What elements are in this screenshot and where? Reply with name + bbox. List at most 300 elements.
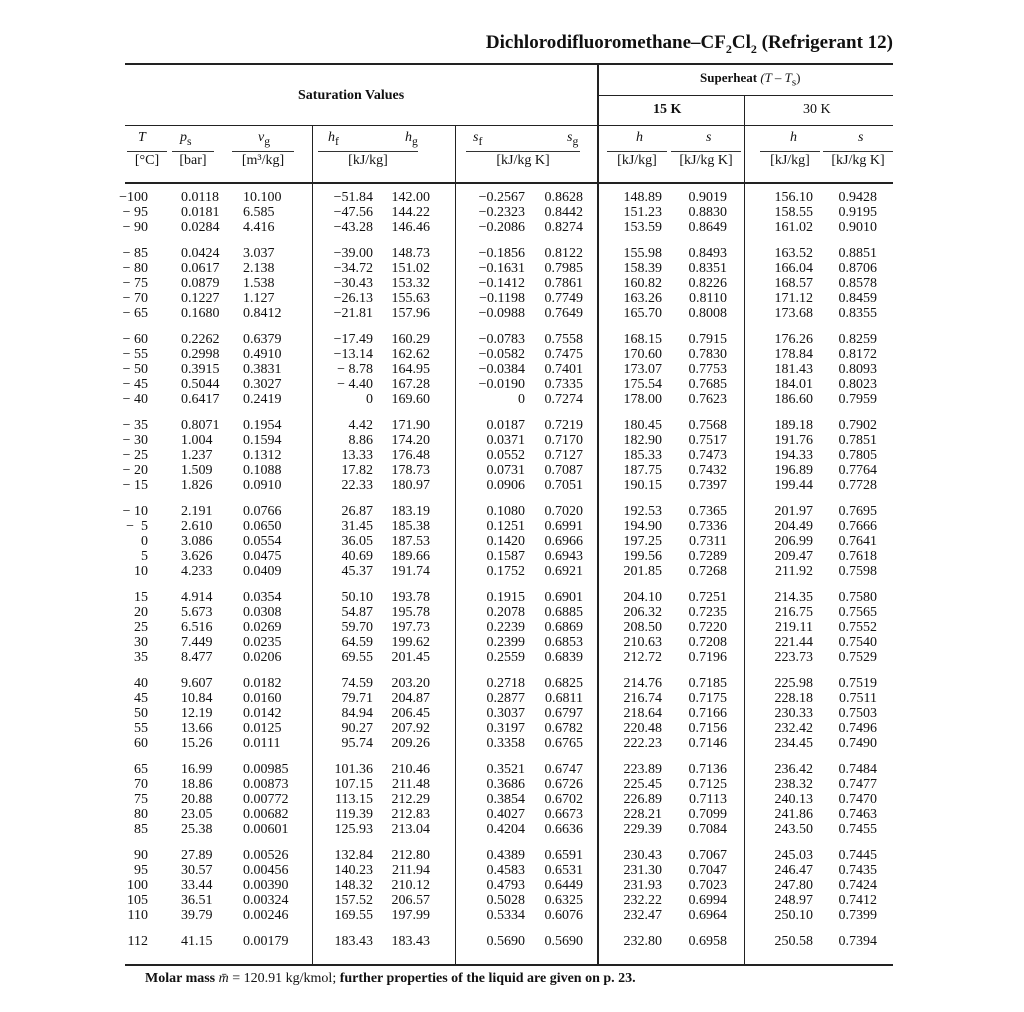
table-row: [0, 534, 1024, 549]
cell-s-15k: 0.8649: [688, 220, 727, 235]
cell-h-15k: 208.50: [623, 620, 662, 635]
cell-hf: − 4.40: [337, 377, 373, 392]
cell-hf: −34.72: [333, 261, 373, 276]
cell-pressure: 18.86: [181, 777, 213, 792]
cell-temperature: 55: [134, 721, 148, 736]
cell-sf: −0.0988: [478, 306, 525, 321]
table-row: [0, 848, 1024, 863]
cell-s-15k: 0.7235: [688, 605, 727, 620]
cell-h-15k: 214.76: [623, 676, 662, 691]
cell-sf: 0.0731: [486, 463, 525, 478]
col-label: h: [636, 130, 643, 145]
cell-h-30k: 225.98: [774, 676, 813, 691]
cell-s-30k: 0.8093: [838, 362, 877, 377]
col-sub: g: [264, 134, 271, 148]
cell-s-30k: 0.9195: [838, 205, 877, 220]
title-text: (Refrigerant 12): [756, 32, 893, 53]
cell-h-15k: 187.75: [623, 463, 662, 478]
cell-sf: 0.5334: [486, 908, 525, 923]
table-row: [0, 893, 1024, 908]
cell-sg: 0.6811: [545, 691, 583, 706]
cell-pressure: 0.0284: [181, 220, 220, 235]
saturation-values-heading: Saturation Values: [298, 88, 405, 103]
cell-h-30k: 209.47: [774, 549, 813, 564]
cell-pressure: 33.44: [181, 878, 213, 893]
cell-h-15k: 220.48: [623, 721, 662, 736]
cell-hf: −26.13: [333, 291, 373, 306]
cell-h-15k: 165.70: [623, 306, 662, 321]
cell-temperature: 85: [134, 822, 148, 837]
cell-pressure: 2.191: [181, 504, 213, 519]
cell-vg: 0.0235: [243, 635, 282, 650]
cell-vg: 0.00526: [243, 848, 289, 863]
cell-sg: 0.6943: [544, 549, 583, 564]
cell-pressure: 7.449: [181, 635, 213, 650]
cell-pressure: 9.607: [181, 676, 213, 691]
cell-sg: 0.6991: [544, 519, 583, 534]
cell-temperature: 10: [134, 564, 148, 579]
title-text: Dichlorodifluoromethane–CF: [485, 32, 726, 53]
cell-temperature: 112: [127, 934, 148, 949]
cell-sg: 0.6325: [544, 893, 583, 908]
cell-hg: 204.87: [391, 691, 430, 706]
cell-hf: 69.55: [341, 650, 373, 665]
table-row: [0, 291, 1024, 306]
cell-vg: 0.0650: [243, 519, 282, 534]
col-label: p: [180, 130, 187, 145]
col-label: T: [138, 130, 146, 145]
col-sub: f: [335, 134, 339, 148]
cell-s-30k: 0.8023: [838, 377, 877, 392]
col-sg: [567, 130, 578, 148]
cell-pressure: 1.004: [181, 433, 213, 448]
cell-temperature: − 55: [122, 347, 148, 362]
cell-s-30k: 0.8259: [838, 332, 877, 347]
cell-sg: 0.6747: [544, 762, 583, 777]
cell-sg: 0.6702: [544, 792, 583, 807]
cell-sf: 0.3686: [486, 777, 525, 792]
cell-sg: 0.6825: [544, 676, 583, 691]
col-sub: s: [187, 134, 192, 148]
cell-hg: 164.95: [391, 362, 430, 377]
cell-h-30k: 245.03: [774, 848, 813, 863]
cell-vg: 0.6379: [243, 332, 282, 347]
cell-vg: 1.538: [243, 276, 275, 291]
cell-sg: 0.7274: [544, 392, 583, 407]
cell-vg: 6.585: [243, 205, 275, 220]
cell-hf: −39.00: [333, 246, 373, 261]
col-vg: [258, 130, 270, 148]
cell-hf: 40.69: [341, 549, 373, 564]
cell-pressure: 41.15: [181, 934, 213, 949]
cell-h-30k: 236.42: [774, 762, 813, 777]
cell-pressure: 0.2998: [181, 347, 220, 362]
cell-s-15k: 0.7166: [688, 706, 727, 721]
cell-hg: 189.66: [391, 549, 430, 564]
cell-s-15k: 0.7185: [688, 676, 727, 691]
cell-s-15k: 0.8226: [688, 276, 727, 291]
cell-hf: 64.59: [341, 635, 373, 650]
cell-hf: 169.55: [334, 908, 373, 923]
cell-h-30k: 158.55: [774, 205, 813, 220]
cell-vg: 0.0125: [243, 721, 282, 736]
table-row: [0, 762, 1024, 777]
cell-h-15k: 180.45: [623, 418, 662, 433]
cell-sf: −0.0582: [478, 347, 525, 362]
cell-hf: −13.14: [333, 347, 373, 362]
unit-s15: [kJ/kg K]: [671, 151, 741, 169]
cell-temperature: − 50: [122, 362, 148, 377]
cell-vg: 3.037: [243, 246, 275, 261]
cell-s-15k: 0.7915: [688, 332, 727, 347]
cell-s-30k: 0.7519: [838, 676, 877, 691]
cell-h-30k: 241.86: [774, 807, 813, 822]
superheat-15k: 15 K: [653, 102, 682, 117]
col-label: s: [473, 130, 479, 145]
cell-sf: 0.2877: [486, 691, 525, 706]
cell-sg: 0.6449: [544, 878, 583, 893]
cell-s-15k: 0.7099: [688, 807, 727, 822]
cell-h-15k: 153.59: [623, 220, 662, 235]
col-h30: [790, 130, 797, 146]
cell-sg: 0.6921: [544, 564, 583, 579]
cell-h-30k: 168.57: [774, 276, 813, 291]
cell-temperature: 0: [141, 534, 148, 549]
cell-pressure: 0.1680: [181, 306, 220, 321]
cell-hg: 148.73: [391, 246, 430, 261]
cell-s-30k: 0.7764: [838, 463, 877, 478]
cell-hf: 90.27: [341, 721, 373, 736]
cell-h-30k: 199.44: [774, 478, 813, 493]
cell-s-30k: 0.7641: [838, 534, 877, 549]
cell-s-30k: 0.9010: [838, 220, 877, 235]
cell-pressure: 16.99: [181, 762, 213, 777]
cell-s-30k: 0.7959: [838, 392, 877, 407]
cell-sg: 0.7020: [544, 504, 583, 519]
footnote-symbol: m̄: [218, 971, 229, 986]
cell-h-15k: 185.33: [623, 448, 662, 463]
cell-vg: 0.1954: [243, 418, 282, 433]
cell-hf: −51.84: [333, 190, 373, 205]
cell-temperature: − 20: [122, 463, 148, 478]
cell-temperature: − 85: [122, 246, 148, 261]
cell-s-15k: 0.7289: [688, 549, 727, 564]
cell-sf: 0.2718: [486, 676, 525, 691]
cell-s-15k: 0.7136: [688, 762, 727, 777]
cell-sf: 0.2078: [486, 605, 525, 620]
cell-vg: 0.0308: [243, 605, 282, 620]
cell-temperature: 65: [134, 762, 148, 777]
cell-s-15k: 0.7251: [688, 590, 727, 605]
cell-sf: 0.5028: [486, 893, 525, 908]
cell-hf: 74.59: [341, 676, 373, 691]
cell-pressure: 6.516: [181, 620, 213, 635]
cell-s-30k: 0.7695: [838, 504, 877, 519]
cell-hg: 185.38: [391, 519, 430, 534]
cell-h-30k: 173.68: [774, 306, 813, 321]
cell-h-15k: 222.23: [623, 736, 662, 751]
cell-pressure: 27.89: [181, 848, 213, 863]
table-row: [0, 878, 1024, 893]
table-row: [0, 190, 1024, 205]
cell-pressure: 0.0181: [181, 205, 220, 220]
cell-pressure: 39.79: [181, 908, 213, 923]
table-row: [0, 504, 1024, 519]
col-s30: [858, 130, 863, 146]
cell-s-30k: 0.7598: [838, 564, 877, 579]
cell-hf: 59.70: [341, 620, 373, 635]
cell-h-15k: 212.72: [623, 650, 662, 665]
cell-h-30k: 240.13: [774, 792, 813, 807]
header-rule: [125, 125, 893, 126]
cell-vg: 0.0910: [243, 478, 282, 493]
cell-s-15k: 0.8110: [689, 291, 727, 306]
table-row: [0, 362, 1024, 377]
cell-pressure: 8.477: [181, 650, 213, 665]
cell-hg: 197.73: [391, 620, 430, 635]
cell-hg: 157.96: [391, 306, 430, 321]
cell-vg: 0.0475: [243, 549, 282, 564]
cell-hf: 79.71: [341, 691, 373, 706]
cell-h-15k: 232.22: [623, 893, 662, 908]
table-row: [0, 347, 1024, 362]
cell-hf: 50.10: [341, 590, 373, 605]
cell-sg: 0.6636: [544, 822, 583, 837]
cell-sg: 0.6782: [544, 721, 583, 736]
cell-s-15k: 0.7753: [688, 362, 727, 377]
cell-sg: 0.7861: [544, 276, 583, 291]
cell-temperature: 5: [141, 549, 148, 564]
cell-pressure: 30.57: [181, 863, 213, 878]
cell-h-15k: 151.23: [623, 205, 662, 220]
cell-vg: 0.4910: [243, 347, 282, 362]
cell-hg: 212.83: [391, 807, 430, 822]
cell-hf: 22.33: [341, 478, 373, 493]
cell-vg: 0.1312: [243, 448, 282, 463]
cell-sf: 0.4583: [486, 863, 525, 878]
cell-temperature: − 65: [122, 306, 148, 321]
cell-hf: 31.45: [341, 519, 373, 534]
table-row: [0, 691, 1024, 706]
cell-vg: 0.0111: [243, 736, 281, 751]
cell-vg: 0.00390: [243, 878, 289, 893]
cell-s-30k: 0.7805: [838, 448, 877, 463]
cell-h-30k: 178.84: [774, 347, 813, 362]
col-label: s: [858, 130, 864, 145]
cell-hf: 107.15: [334, 777, 373, 792]
cell-temperature: 35: [134, 650, 148, 665]
table-row: [0, 392, 1024, 407]
cell-hg: 178.73: [391, 463, 430, 478]
cell-s-30k: 0.7580: [838, 590, 877, 605]
cell-sg: 0.6839: [544, 650, 583, 665]
cell-hg: 195.78: [391, 605, 430, 620]
bottom-rule: [125, 964, 893, 966]
cell-hg: 144.22: [391, 205, 430, 220]
table-row: [0, 807, 1024, 822]
cell-pressure: 15.26: [181, 736, 213, 751]
cell-sg: 0.7649: [544, 306, 583, 321]
cell-h-15k: 158.39: [623, 261, 662, 276]
cell-s-30k: 0.7496: [838, 721, 877, 736]
cell-h-30k: 171.12: [774, 291, 813, 306]
superheat-heading: [700, 70, 800, 89]
cell-s-15k: 0.7023: [688, 878, 727, 893]
cell-sg: 0.7127: [544, 448, 583, 463]
cell-hf: 125.93: [334, 822, 373, 837]
cell-vg: 1.127: [243, 291, 275, 306]
cell-vg: 0.1088: [243, 463, 282, 478]
cell-pressure: 0.8071: [181, 418, 220, 433]
cell-h-15k: 155.98: [623, 246, 662, 261]
cell-s-30k: 0.7399: [838, 908, 877, 923]
table-row: [0, 549, 1024, 564]
cell-vg: 0.3831: [243, 362, 282, 377]
cell-s-30k: 0.7503: [838, 706, 877, 721]
cell-sf: 0.0187: [486, 418, 525, 433]
cell-s-30k: 0.7412: [838, 893, 877, 908]
cell-vg: 0.0206: [243, 650, 282, 665]
cell-pressure: 1.237: [181, 448, 213, 463]
cell-sg: 0.7087: [544, 463, 583, 478]
cell-h-30k: 189.18: [774, 418, 813, 433]
cell-temperature: 40: [134, 676, 148, 691]
col-T: [138, 130, 146, 146]
cell-s-15k: 0.7146: [688, 736, 727, 751]
footnote-label: Molar mass: [145, 971, 219, 986]
cell-hf: 26.87: [341, 504, 373, 519]
cell-sg: 0.6531: [544, 863, 583, 878]
col-sub: g: [572, 134, 579, 148]
cell-h-15k: 232.80: [623, 934, 662, 949]
cell-h-30k: 211.92: [775, 564, 813, 579]
cell-s-30k: 0.7552: [838, 620, 877, 635]
cell-sg: 0.6853: [544, 635, 583, 650]
col-label: h: [405, 130, 412, 145]
cell-sg: 0.8442: [544, 205, 583, 220]
cell-sg: 0.7170: [544, 433, 583, 448]
title-subscript: 2: [750, 41, 757, 56]
cell-hg: 212.29: [391, 792, 430, 807]
cell-h-30k: 228.18: [774, 691, 813, 706]
cell-pressure: 3.626: [181, 549, 213, 564]
cell-sf: 0.4027: [486, 807, 525, 822]
cell-sf: 0.1587: [486, 549, 525, 564]
cell-h-30k: 248.97: [774, 893, 813, 908]
cell-h-30k: 181.43: [774, 362, 813, 377]
cell-sf: 0.0906: [486, 478, 525, 493]
cell-temperature: 15: [134, 590, 148, 605]
table-row: [0, 519, 1024, 534]
cell-vg: 0.00772: [243, 792, 289, 807]
cell-sf: 0.3854: [486, 792, 525, 807]
cell-s-30k: 0.7728: [838, 478, 877, 493]
cell-temperature: − 30: [122, 433, 148, 448]
cell-s-30k: 0.7445: [838, 848, 877, 863]
table-row: [0, 418, 1024, 433]
cell-pressure: 1.826: [181, 478, 213, 493]
cell-s-30k: 0.7511: [839, 691, 877, 706]
cell-sf: 0.3358: [486, 736, 525, 751]
cell-sf: −0.2323: [478, 205, 525, 220]
table-row: [0, 736, 1024, 751]
cell-vg: 0.00179: [243, 934, 289, 949]
table-row: [0, 777, 1024, 792]
cell-hf: 101.36: [334, 762, 373, 777]
cell-h-15k: 192.53: [623, 504, 662, 519]
cell-h-30k: 166.04: [774, 261, 813, 276]
cell-h-30k: 219.11: [775, 620, 813, 635]
table-row: [0, 620, 1024, 635]
cell-s-30k: 0.7424: [838, 878, 877, 893]
table-row: [0, 306, 1024, 321]
cell-s-15k: 0.7156: [688, 721, 727, 736]
cell-hf: 54.87: [341, 605, 373, 620]
cell-hg: 151.02: [391, 261, 430, 276]
cell-h-15k: 182.90: [623, 433, 662, 448]
cell-s-15k: 0.7397: [688, 478, 727, 493]
cell-s-15k: 0.7473: [688, 448, 727, 463]
cell-h-30k: 156.10: [774, 190, 813, 205]
col-label: h: [328, 130, 335, 145]
cell-h-30k: 191.76: [774, 433, 813, 448]
col-label: v: [258, 130, 265, 145]
cell-pressure: 4.233: [181, 564, 213, 579]
cell-hg: 209.26: [391, 736, 430, 751]
cell-hf: 183.43: [334, 934, 373, 949]
cell-s-15k: 0.7517: [688, 433, 727, 448]
cell-s-30k: 0.7902: [838, 418, 877, 433]
cell-hg: 171.90: [391, 418, 430, 433]
table-row: [0, 605, 1024, 620]
cell-s-30k: 0.8459: [838, 291, 877, 306]
cell-h-15k: 228.21: [623, 807, 662, 822]
cell-h-15k: 194.90: [623, 519, 662, 534]
cell-h-15k: 197.25: [623, 534, 662, 549]
cell-s-30k: 0.9428: [838, 190, 877, 205]
cell-s-30k: 0.7477: [838, 777, 877, 792]
cell-sg: 0.7219: [544, 418, 583, 433]
cell-vg: 0.0554: [243, 534, 282, 549]
footnote: [145, 971, 636, 987]
cell-sg: 0.6797: [544, 706, 583, 721]
cell-pressure: 13.66: [181, 721, 213, 736]
cell-sg: 0.5690: [544, 934, 583, 949]
cell-sf: 0.1915: [486, 590, 525, 605]
cell-sg: 0.6885: [544, 605, 583, 620]
table-row: [0, 635, 1024, 650]
cell-hg: 191.74: [391, 564, 430, 579]
cell-h-15k: 231.93: [623, 878, 662, 893]
cell-sg: 0.6901: [544, 590, 583, 605]
cell-pressure: 10.84: [181, 691, 213, 706]
cell-s-15k: 0.7047: [688, 863, 727, 878]
cell-s-30k: 0.7435: [838, 863, 877, 878]
cell-h-15k: 210.63: [623, 635, 662, 650]
cell-h-30k: 223.73: [774, 650, 813, 665]
cell-hg: 176.48: [391, 448, 430, 463]
cell-hg: 210.46: [391, 762, 430, 777]
cell-sf: 0.2399: [486, 635, 525, 650]
cell-h-15k: 160.82: [623, 276, 662, 291]
col-sub: g: [412, 134, 418, 148]
cell-pressure: 25.38: [181, 822, 213, 837]
cell-sg: 0.7475: [544, 347, 583, 362]
cell-hg: 162.62: [391, 347, 430, 362]
table-row: [0, 377, 1024, 392]
cell-pressure: 23.05: [181, 807, 213, 822]
cell-hf: −30.43: [333, 276, 373, 291]
